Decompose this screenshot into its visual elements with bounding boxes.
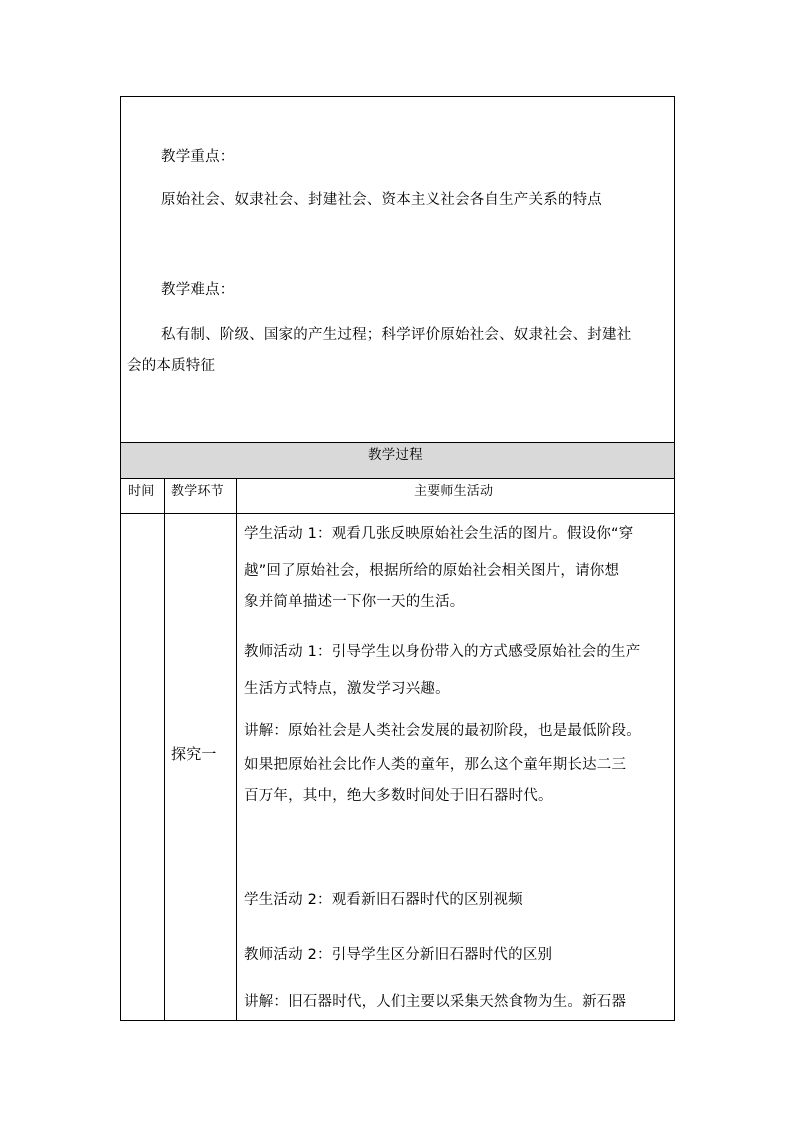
difficulty-heading: 教学难点：	[161, 282, 235, 298]
activity-line: 象并简单描述一下你一天的生活。	[244, 594, 465, 610]
rule-below-column-headers	[120, 513, 675, 514]
activity-line: 百万年，其中，绝大多数时间处于旧石器时代。	[244, 788, 553, 804]
stage-label: 探究一	[171, 745, 217, 763]
difficulty-text-line-2: 会的本质特征	[127, 358, 216, 374]
activity-line: 教师活动 2：引导学生区分新旧石器时代的区别	[244, 947, 553, 963]
column-header-stage: 教学环节	[171, 484, 224, 499]
rule-above-process	[120, 442, 675, 443]
column-header-activities: 主要师生活动	[414, 484, 494, 499]
activity-line: 讲解：原始社会是人类社会发展的最初阶段，也是最低阶段。	[244, 723, 641, 739]
focus-heading: 教学重点：	[161, 149, 235, 165]
activity-line: 如果把原始社会比作人类的童年，那么这个童年期长达二三	[244, 757, 627, 773]
process-title: 教学过程	[368, 447, 423, 463]
column-header-time: 时间	[128, 484, 155, 499]
difficulty-text-line-1: 私有制、阶级、国家的产生过程；科学评价原始社会、奴隶社会、封建社	[161, 327, 632, 343]
activity-line: 学生活动 2：观看新旧石器时代的区别视频	[244, 892, 523, 908]
table-frame	[120, 96, 675, 1021]
column-divider-2	[236, 478, 237, 1021]
activity-line: 教师活动 1：引导学生以身份带入的方式感受原始社会的生产	[244, 644, 641, 660]
activity-line: 讲解：旧石器时代，人们主要以采集天然食物为生。新石器	[244, 994, 627, 1010]
focus-text: 原始社会、奴隶社会、封建社会、资本主义社会各自生产关系的特点	[161, 192, 602, 208]
column-divider-1	[164, 478, 165, 1021]
activity-line: 学生活动 1：观看几张反映原始社会生活的图片。假设你“穿	[244, 526, 634, 542]
activity-line: 越”回了原始社会，根据所给的原始社会相关图片，请你想	[244, 563, 620, 579]
activity-line: 生活方式特点，激发学习兴趣。	[244, 681, 450, 697]
rule-below-process-title	[120, 478, 675, 479]
